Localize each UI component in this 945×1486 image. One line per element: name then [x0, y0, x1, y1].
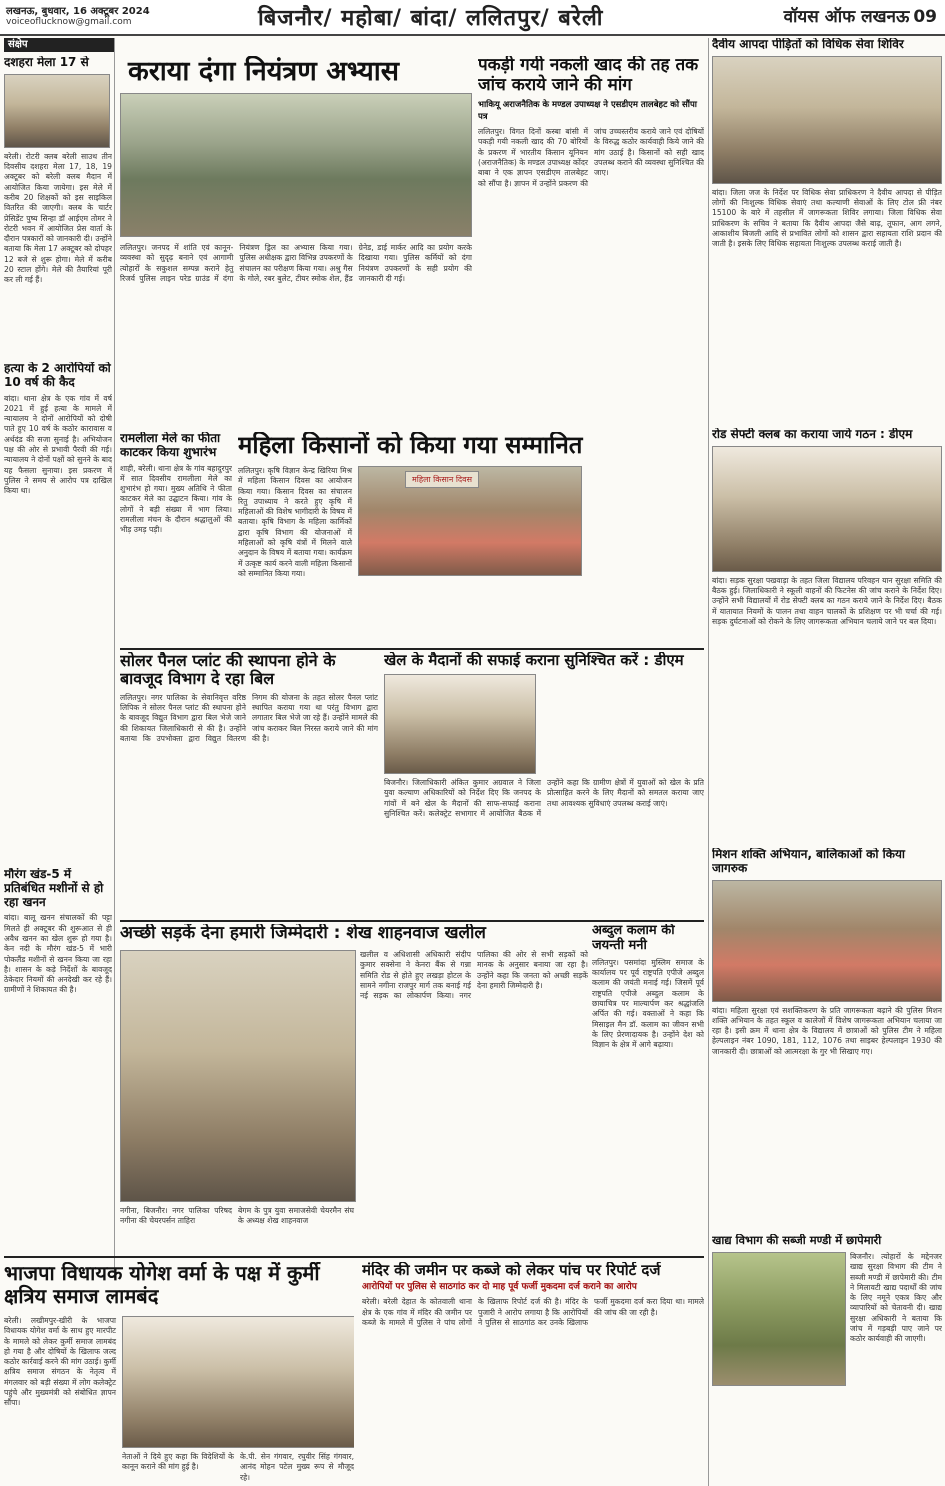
- section-rule: [4, 1256, 704, 1258]
- column-divider: [114, 38, 115, 1278]
- story-headline: महिला किसानों को किया गया सम्मानित: [238, 432, 583, 459]
- story-mission: [712, 848, 942, 1232]
- photo-caption: बेगम के पुत्र युवा समाजसेवी चेयरमैन संघ के अध्यक्ष शेख शाहनवाज: [238, 1206, 354, 1226]
- story-khad: [478, 56, 704, 428]
- story-headline: भाजपा विधायक योगेश वर्मा के पक्ष में कुर्मी क्षत्रिय समाज लामबंद: [4, 1262, 320, 1308]
- story-subhead: आरोपियों पर पुलिस से साठगांठ कर दो माह पूर्व फर्जी मुकदमा दर्ज कराने का आरोप: [362, 1282, 637, 1293]
- story-body: बांदा। सड़क सुरक्षा पखवाड़ा के तहत जिला विद्यालय परिवहन यान सुरक्षा समिति की बैठक हुई। जिलाधिकारी ने स्कूली वाहनों की फिटनेस की जांच कराने के निर्देश दिए। उन्होंने सभी विद्यालयों में रोड सेफ्टी क्लब का गठन कराये जाने के निर्देश दिए। बैठक में यातायात नियमों के पालन तथा वाहन चालकों के प्रशिक्षण पर भी चर्चा की गई। सड़क दुर्घटनाओं को रोकने के लिए जागरूकता अभियान चलाये जाने पर बल दिया।: [712, 575, 942, 626]
- story-bjp: [4, 1262, 354, 1486]
- story-headline: दशहरा मेला 17 से: [4, 56, 89, 69]
- story-dussehra: [4, 56, 112, 356]
- story-body: बांदा। जिला जज के निर्देश पर विधिक सेवा प्राधिकरण ने दैवीय आपदा से पीड़ित लोगों की निःशुल्क विधिक सेवाएं तथा कल्याणी सेवाओं के लिए टोल फ्री नंबर 15100 के बारे में तहसील में जागरूकता शिविर लगाया। जिला विधिक सेवा प्राधिकरण के सचिव ने बताया कि दैवीय आपदा जैसे बाढ़, तूफान, आग लगने, आकाशीय बिजली आदि से प्रभावित लोगों को शासन द्वारा सहायता राशि प्रदान की जाती है। इसके लिए विधिक सहायता निःशुल्क उपलब्ध कराई जाती है।: [712, 187, 942, 249]
- story-body: बांदा। बालू खनन संचालकों की पट्टा मिलते ही अक्टूबर की शुरूआत से ही अवैध खनन का खेल शुरू हो गया है। केन नदी के मौरंग खंड-5 में भारी पोकलैंड मशीनों से खनन किया जा रहा है। शासन के कड़े निर्देशों के बावजूद ठेकेदार नियमों की अनदेखी कर रहे हैं। ग्रामीणों ने शिकायत की है।: [4, 913, 112, 995]
- story-headline: हत्या के 2 आरोपियों को 10 वर्ष की कैद: [4, 362, 111, 389]
- story-headline: खेल के मैदानों की सफाई कराना सुनिश्चित करें : डीएम: [384, 652, 684, 669]
- story-body: बांदा। महिला सुरक्षा एवं सशक्तिकरण के प्रति जागरूकता बढ़ाने की पुलिस मिशन शक्ति अभियान के तहत स्कूल व कालेजों में विशेष जागरूकता अभियान चलाया जा रहा है। इसी क्रम में थाना क्षेत्र के विद्यालय में छात्राओं को पुलिस टीम ने महिला हेल्पलाइन नंबर 1090, 181, 112, 1076 तथा साइबर हेल्पलाइन 1930 की जानकारी दी। छात्राओं को आत्मरक्षा के गुर भी सिखाए गए।: [712, 1005, 942, 1056]
- story-hatya: [4, 362, 112, 870]
- story-body: ललितपुर। नगर पालिका के सेवानिवृत्त वरिष्ठ लिपिक ने सोलर पैनल प्लांट की स्थापना होने के बावजूद विद्युत विभाग द्वारा बिल भेजे जाने की शिकायत जिलाधिकारी से की है। उन्होंने बताया कि उपभोक्ता द्वारा विद्युत वितरण निगम की योजना के तहत सोलर पैनल प्लांट स्थापित कराया गया था परंतु विभाग द्वारा लगातार बिल भेजे जा रहे हैं। उन्होंने मामले की जांच कराकर बिल निरस्त कराये जाने की मांग की है।: [120, 692, 378, 743]
- column-divider: [708, 38, 709, 1486]
- story-body: खलील व अधिशासी अधिकारी संदीप कुमार सक्सेना ने केनरा बैंक से गन्ना समिति रोड से होते हुए लखड़ा होटल के सामने नगीना राजपुर मार्ग तक बनाई गई नई सड़क का लोकार्पण किया। नगर पालिका की ओर से सभी सड़कों को मानक के अनुसार बनाया जा रहा है। उन्होंने कहा कि जनता को अच्छी सड़कें देना हमारी जिम्मेदारी है।: [360, 950, 588, 1001]
- photo-caption: के.पी. सेन गंगवार, रघुवीर सिंह गंगवार, आनंद मोहन पटेल मुख्य रूप से मौजूद रहे।: [240, 1452, 354, 1482]
- story-body: बरेली। रोटरी क्लब बरेली साउथ तीन दिवसीय दशहरा मेला 17, 18, 19 अक्टूबर को बरेली क्लब मैदान में आयोजित किया जायेगा। इस मेले में करीब 20 शिक्षकों को इस साइकिल वितरित की जाएगी। क्लब के चार्टर प्रेसिडेंट पुष्य सिन्हा डॉ आईएम तोमर ने रोटरी भवन में आयोजित प्रेस वार्ता के दौरान पत्रकारों को जानकारी दी। उन्होंने बताया कि मेला 17 अक्टूबर को दोपहर 12 बजे से शुरू होगा। मेले में करीब 20 स्टाल होंगे। मेले की तैयारियां पूरी कर ली गई हैं।: [4, 151, 112, 285]
- story-body: शाही, बरेली। थाना क्षेत्र के गांव बहादुरपुर में सात दिवसीय रामलीला मेले का शुभारंभ हो गया। मुख्य अतिथि ने फीता काटकर मेले का उद्घाटन किया। गांव के लोगों ने बड़ी संख्या में भाग लिया। रामलीला मंचन के दौरान श्रद्धालुओं की भीड़ उमड़ पड़ी।: [120, 463, 232, 535]
- story-body: ललितपुर। जनपद में शांति एवं कानून-व्यवस्था को सुदृढ़ बनाने एवं आगामी त्योहारों के सकुशल सम्पन्न कराने हेतु रिजर्व पुलिस लाइन परेड ग्राउंड में दंगा नियंत्रण ड्रिल का अभ्यास किया गया। पुलिस अधीक्षक द्वारा विभिन्न उपकरणों के संचालन का परीक्षण किया गया। अश्रु गैस के गोले, रबर बुलेट, टीयर स्मोक शेल, हैंड ग्रेनेड, डाई मार्कर आदि का प्रयोग करके दिखाया गया। पुलिस कर्मियों को दंगा नियंत्रण उपकरणों के सही प्रयोग की जानकारी दी गई।: [120, 243, 472, 283]
- news-photo: [120, 93, 472, 237]
- story-headline: मंदिर की जमीन पर कब्जे को लेकर पांच पर रिपोर्ट दर्ज: [362, 1262, 661, 1279]
- news-photo: [122, 1316, 354, 1448]
- page-number: 09: [913, 7, 937, 27]
- brand-logo: [784, 4, 937, 27]
- story-body: ललितपुर। कृषि विज्ञान केन्द्र खिरिया मिश्र में महिला किसान दिवस का आयोजन किया गया। किसान दिवस का संचालन रितु उपाध्याय ने करते हुए कृषि में महिलाओं की विशेष भागीदारी के विषय में बताया। कृषि विभाग के महिला कार्मिकों द्वारा कृषि विभाग की योजनाओं में महिलाओं को कृषि यंत्रों में मिलने वाले अनुदान के विषय में बताया गया। कार्यक्रम में उत्कृष्ट कार्य करने वाली महिला किसानों को सम्मानित किया गया।: [238, 466, 352, 578]
- story-headline: सोलर पैनल प्लांट की स्थापना होने के बावजूद विभाग दे रहा बिल: [120, 652, 336, 689]
- story-headline: कराया दंगा नियंत्रण अभ्यास: [128, 56, 399, 87]
- story-body: बरेली। लखीमपुर-खीरी के भाजपा विधायक योगेश वर्मा के साथ हुए मारपीट के मामले को लेकर कुर्मी समाज लामबंद हो गया है और दोषियों के खिलाफ जल्द कठोर कार्रवाई करने की मांग उठाई। कुर्मी क्षत्रिय समाज संगठन के नेतृत्व में मंगलवार को बड़ी संख्या में लोग कलेक्ट्रेट पहुंचे और मुख्यमंत्री को संबोधित ज्ञापन सौंपा।: [4, 1316, 116, 1408]
- news-photo: [712, 880, 942, 1002]
- section-rule: [120, 648, 704, 650]
- story-headline: रोड सेफ्टी क्लब का कराया जाये गठन : डीएम: [712, 428, 913, 441]
- story-headline: दैवीय आपदा पीड़ितों को विधिक सेवा शिविर: [712, 38, 904, 51]
- story-headline: मिशन शक्ति अभियान, बालिकाओं को किया जागरुक: [712, 848, 906, 875]
- story-headline: रामलीला मेले का फीता काटकर किया शुभारंभ: [120, 432, 221, 459]
- story-mandir: [362, 1262, 704, 1486]
- story-body: बरेली। बरेली देहात के कोतवाली थाना क्षेत्र के एक गांव में मंदिर की जमीन पर कब्जे के मामले में पुलिस ने पांच लोगों के खिलाफ रिपोर्ट दर्ज की है। मंदिर के पुजारी ने आरोप लगाया है कि आरोपियों ने पुलिस से साठगांठ कर उनके खिलाफ फर्जी मुकदमा दर्ज करा दिया था। मामले की जांच की जा रही है।: [362, 1297, 704, 1327]
- photo-caption: नगीना, बिजनौर। नगर पालिका परिषद नगीना की चेयरपर्सन ताहिरा: [120, 1206, 232, 1226]
- story-roadsafety: [712, 428, 942, 846]
- news-photo: [358, 466, 582, 576]
- news-photo: [712, 56, 942, 184]
- story-kalam: [592, 924, 704, 1254]
- story-headline: खाद्य विभाग की सब्जी मण्डी में छापेमारी: [712, 1234, 882, 1247]
- story-ramleela: [120, 432, 232, 644]
- story-headline: पकड़ी गयी नकली खाद की तह तक जांच कराये जाने की मांग: [478, 56, 699, 95]
- news-photo: [120, 950, 356, 1202]
- photo-banner: महिला किसान दिवस: [405, 471, 479, 488]
- story-solar: [120, 652, 378, 916]
- story-body: ललितपुर। पसमांदा मुस्लिम समाज के कार्यालय पर पूर्व राष्ट्रपति एपीजे अब्दुल कलाम की जयंती मनाई गई। जिसमें पूर्व राष्ट्रपति एपीजे अब्दुल कलाम के छायाचित्र पर माल्यार्पण कर श्रद्धांजलि अर्पित की गई। वक्ताओं ने कहा कि मिसाइल मैन डॉ. कलाम का जीवन सभी के लिए प्रेरणादायक है। उन्होंने देश को विज्ञान के क्षेत्र में आगे बढ़ाया।: [592, 957, 704, 1050]
- story-khadya: [712, 1234, 942, 1486]
- news-photo: [384, 674, 536, 774]
- story-sadak: [120, 924, 588, 1254]
- news-photo: [712, 1252, 846, 1386]
- story-danga: [120, 56, 472, 428]
- story-body: बिजनौर। जिलाधिकारी अंकित कुमार अग्रवाल ने जिला युवा कल्याण अधिकारियों को निर्देश दिए कि जनपद के गांवों में बने खेल के मैदानों की साफ-सफाई कराना सुनिश्चित करें। कलेक्ट्रेट सभागार में आयोजित बैठक में उन्होंने कहा कि ग्रामीण क्षेत्रों में युवाओं को खेल के प्रति प्रोत्साहित करने के लिए मैदानों को समतल कराया जाए तथा आवश्यक सुविधाएं उपलब्ध कराई जाएं।: [384, 778, 704, 818]
- story-body: ललितपुर। विगत दिनों कस्बा बांसी में पकड़ी गयी नकली खाद की 70 बोरियों के प्रकरण में भारतीय किसान यूनियन (अराजनैतिक) के मण्डल उपाध्यक्ष कोंदर बाबा ने एक ज्ञापन एसडीएम तालबेहट को सौंपा है। ज्ञापन में उन्होंने प्रकरण की जांच उच्चस्तरीय कराये जाने एवं दोषियों के विरुद्ध कठोर कार्यवाही किये जाने की मांग उठाई है। किसानों को सही खाद उपलब्ध कराने की व्यवस्था सुनिश्चित की जाए।: [478, 127, 704, 188]
- photo-caption: नेताओं ने दिये हुए कहा कि विदेशियों के कानून कराने की मांग हुई है।: [122, 1452, 234, 1472]
- story-headline: अब्दुल कलाम की जयन्ती मनी: [592, 924, 675, 953]
- story-headline: मौरंग खंड-5 में प्रतिबंधित मशीनों से हो रहा खनन: [4, 868, 104, 909]
- sidebar-label: संक्षेप: [4, 38, 114, 52]
- story-body: बिजनौर। त्योहारों के मद्देनजर खाद्य सुरक्षा विभाग की टीम ने सब्जी मण्डी में छापेमारी की। टीम ने मिलावटी खाद्य पदार्थों की जांच के लिए नमूने एकत्र किए और व्यापारियों को चेतावनी दी। खाद्य सुरक्षा अधिकारी ने बताया कि जांच में गड़बड़ी पाए जाने पर कठोर कार्यवाही की जाएगी।: [850, 1252, 942, 1344]
- story-subhead: भाकियू अराजनैतिक के मण्डल उपाध्यक्ष ने एसडीएम तालबेहट को सौंपा पत्र: [478, 100, 697, 123]
- issue-date: लखनऊ, बुधवार, 16 अक्टूबर 2024: [6, 6, 150, 17]
- story-headline: अच्छी सड़कें देना हमारी जिम्मेदारी : शेख शाहनवाज खलील: [120, 924, 486, 943]
- story-moram: [4, 868, 112, 1278]
- section-rule: [120, 920, 704, 922]
- masthead: [0, 0, 945, 36]
- news-photo: [4, 74, 110, 148]
- story-khel: [384, 652, 704, 916]
- section-title: बिजनौर/ महोबा/ बांदा/ ललितपुर/ बरेली: [258, 6, 604, 31]
- contact-email[interactable]: voiceoflucknow@gmail.com: [6, 17, 132, 27]
- story-daiviya: [712, 38, 942, 426]
- story-body: बांदा। थाना क्षेत्र के एक गांव में वर्ष 2021 में हुई हत्या के मामले में न्यायालय ने दोनों आरोपियों को दोषी पाते हुए 10 वर्ष के कठोर कारावास व अर्थदंड की सजा सुनाई है। अभियोजन पक्ष की ओर से प्रभावी पैरवी की गई। न्यायालय ने दोनों पक्षों को सुनने के बाद यह फैसला सुनाया। इस प्रकरण में पुलिस ने समय से आरोप पत्र दाखिल किया था।: [4, 393, 112, 496]
- story-mahila: [238, 432, 704, 644]
- news-photo: [712, 446, 942, 572]
- brand-name: वॉयस ऑफ लखनऊ: [783, 7, 910, 27]
